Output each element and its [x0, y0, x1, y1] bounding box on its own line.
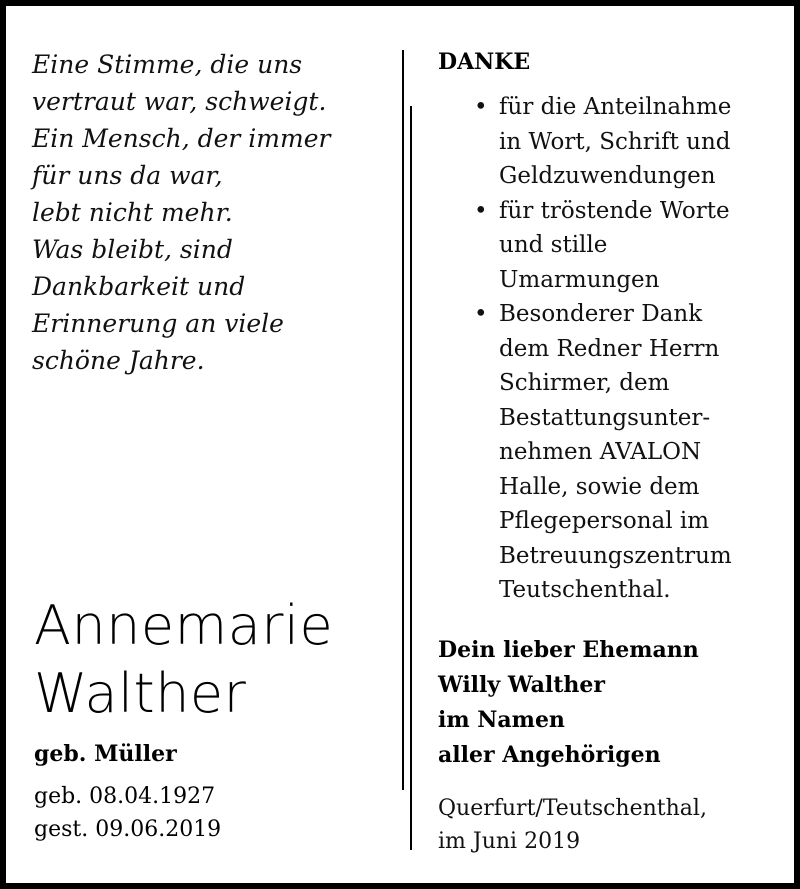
poem-line: Was bleibt, sind [32, 235, 233, 264]
list-item-line: Betreuungszentrum [499, 542, 732, 569]
poem-line: vertraut war, schweigt. [32, 87, 327, 116]
life-dates [34, 780, 221, 846]
list-item-line: nehmen AVALON [499, 439, 702, 465]
deceased-birth-name: geb. Müller [34, 741, 177, 767]
place-date [438, 792, 707, 858]
list-item [438, 90, 788, 194]
list-item-line: Schirmer, dem [499, 370, 670, 396]
signature-line: im Namen [438, 707, 565, 733]
poem-line: Eine Stimme, die uns [32, 50, 303, 79]
column-divider-right [410, 106, 412, 850]
poem-line: Ein Mensch, der immer [32, 124, 331, 153]
column-divider-left [402, 50, 404, 790]
death-date: gest. 09.06.2019 [34, 817, 222, 842]
list-item-line: in Wort, Schrift und [499, 128, 731, 155]
list-item-line: Umarmungen [499, 266, 660, 293]
deceased-last-name: Walther [34, 662, 247, 725]
deceased-name [34, 592, 333, 728]
list-item-line: für tröstende Worte [499, 197, 730, 224]
list-item-line: Pflegepersonal im [499, 508, 710, 534]
signature-block [438, 633, 699, 773]
poem-line: Erinnerung an viele [32, 309, 284, 338]
thanks-heading: DANKE [438, 49, 531, 75]
thanks-list [438, 90, 788, 608]
list-item-line: Halle, sowie dem [499, 473, 700, 500]
list-item-line: Bestattungsunter- [499, 404, 711, 431]
list-item-line: Teutschenthal. [499, 577, 671, 603]
list-item-line: Besonderer Dank [499, 301, 703, 327]
poem-line: für uns da war, [32, 161, 223, 190]
list-item-line: für die Anteilnahme [499, 94, 732, 120]
list-item [438, 297, 788, 608]
poem-line: Dankbarkeit und [32, 272, 246, 301]
date-line: im Juni 2019 [438, 829, 581, 854]
poem-line: schöne Jahre. [32, 346, 205, 375]
bullet-icon: • [474, 94, 488, 120]
signature-line: aller Angehörigen [438, 742, 661, 768]
memorial-poem [32, 46, 372, 379]
bullet-icon: • [474, 301, 488, 327]
place-line: Querfurt/Teutschenthal, [438, 796, 707, 821]
birth-date: geb. 08.04.1927 [34, 784, 216, 809]
list-item-line: dem Redner Herrn [499, 335, 720, 362]
list-item-line: und stille [499, 232, 608, 258]
signature-line: Dein lieber Ehemann [438, 637, 699, 663]
list-item [438, 194, 788, 298]
deceased-first-name: Annemarie [34, 594, 334, 657]
signature-line: Willy Walther [438, 672, 605, 698]
list-item-line: Geldzuwendungen [499, 163, 716, 189]
poem-line: lebt nicht mehr. [32, 198, 233, 227]
bullet-icon: • [474, 197, 488, 224]
